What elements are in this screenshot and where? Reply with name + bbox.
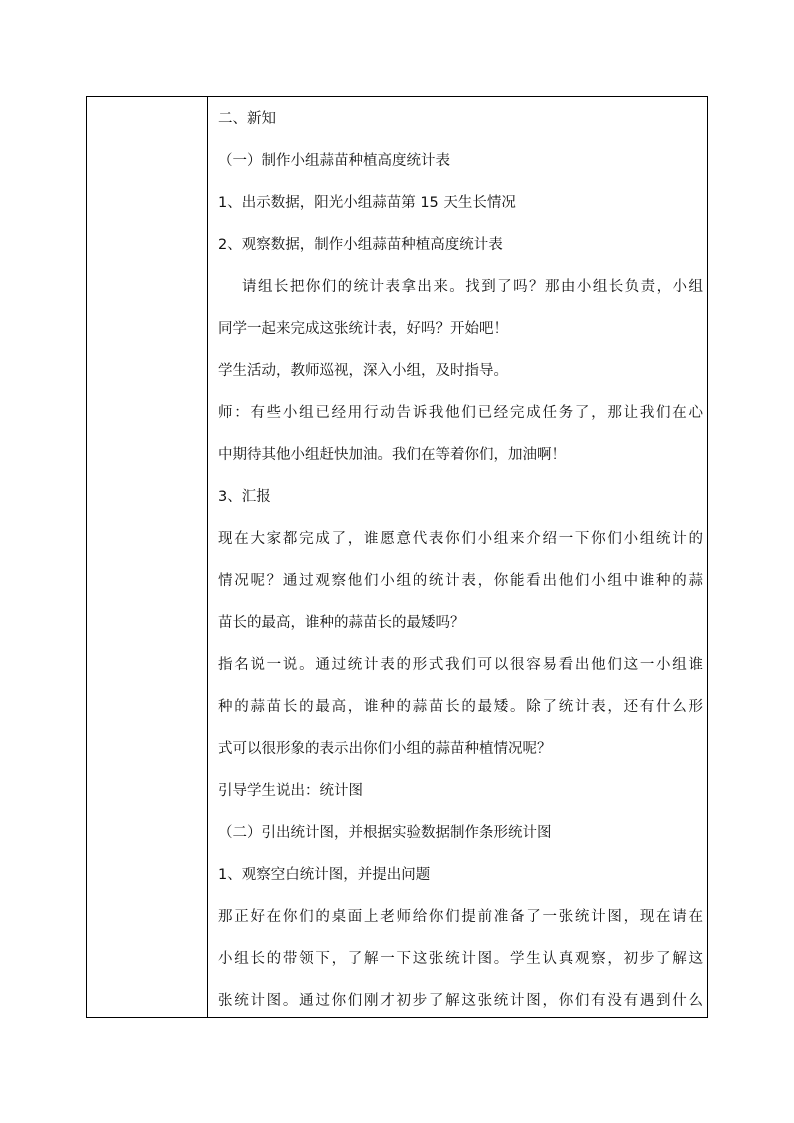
lesson-table: [86, 96, 708, 1018]
step-heading-1b: 1、观察空白统计图，并提出问题: [218, 867, 431, 883]
step-heading-3: 3、汇报: [218, 489, 271, 505]
step-heading-2: 2、观察数据，制作小组蒜苗种植高度统计表: [218, 237, 503, 253]
subsection-heading-2: （二）引出统计图，并根据实验数据制作条形统计图: [218, 825, 552, 841]
paragraph-line: 引导学生说出：统计图: [218, 783, 363, 799]
paragraph-line: 那正好在你们的桌面上老师给你们提前准备了一张统计图，现在请在: [218, 909, 703, 925]
section-heading-new-knowledge: 二、新知: [218, 111, 276, 127]
paragraph-line: 情况呢？通过观察他们小组的统计表，你能看出他们小组中谁种的蒜: [218, 573, 703, 589]
step-heading-1: 1、出示数据，阳光小组蒜苗第 15 天生长情况: [218, 195, 516, 211]
paragraph-line: 师：有些小组已经用行动告诉我他们已经完成任务了，那让我们在心: [218, 405, 703, 421]
paragraph-line: 指名说一说。通过统计表的形式我们可以很容易看出他们这一小组谁: [218, 657, 703, 673]
paragraph-line: 式可以很形象的表示出你们小组的蒜苗种植情况呢？: [218, 741, 552, 757]
paragraph-line: 中期待其他小组赶快加油。我们在等着你们，加油啊！: [218, 447, 566, 463]
subsection-heading-1: （一）制作小组蒜苗种植高度统计表: [218, 153, 450, 169]
paragraph-line: 苗长的最高，谁种的蒜苗长的最矮吗？: [218, 615, 465, 631]
paragraph-line: 同学一起来完成这张统计表，好吗？开始吧！: [218, 321, 508, 337]
table-right-cell: [208, 97, 707, 1017]
paragraph-line: 种的蒜苗长的最高，谁种的蒜苗长的最矮。除了统计表，还有什么形: [218, 699, 703, 715]
paragraph-line: 现在大家都完成了，谁愿意代表你们小组来介绍一下你们小组统计的: [218, 531, 703, 547]
paragraph-line: 学生活动，教师巡视，深入小组，及时指导。: [218, 363, 508, 379]
table-left-cell: [87, 97, 208, 1017]
paragraph-line: 张统计图。通过你们刚才初步了解这张统计图，你们有没有遇到什么: [218, 993, 703, 1009]
paragraph-line: 小组长的带领下，了解一下这张统计图。学生认真观察，初步了解这: [218, 951, 703, 967]
paragraph-line: 请组长把你们的统计表拿出来。找到了吗？那由小组长负责，小组: [242, 279, 703, 295]
